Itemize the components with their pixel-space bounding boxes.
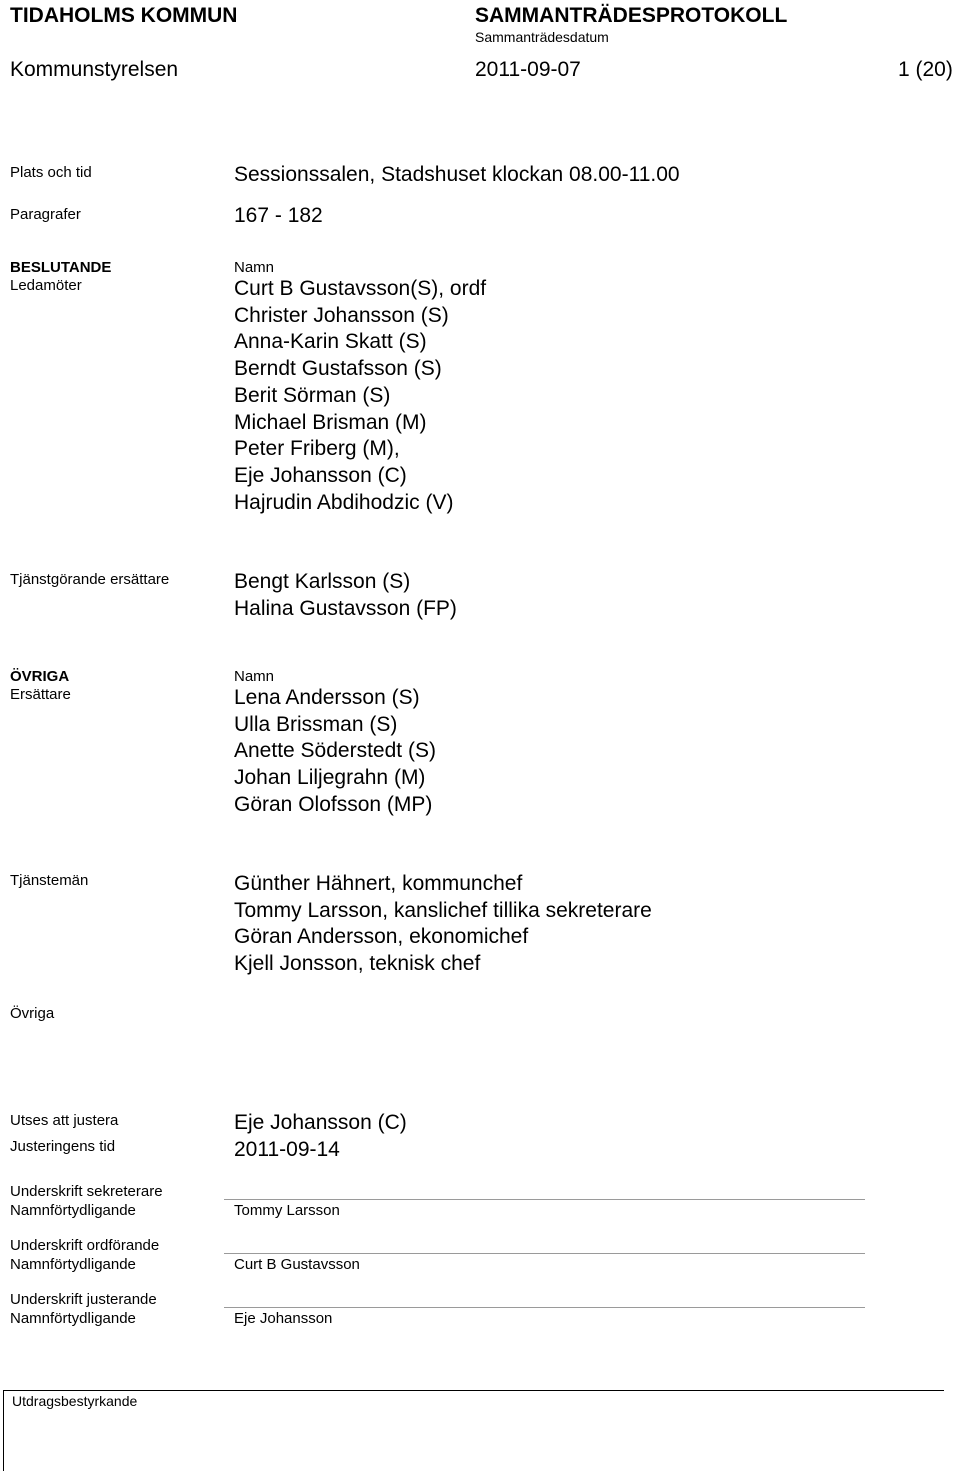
paragraphs-value: 167 - 182 xyxy=(234,204,323,227)
list-item: Berndt Gustafsson (S) xyxy=(234,357,442,381)
extract-certification-box xyxy=(3,1390,944,1471)
adjust-time-label: Justeringens tid xyxy=(10,1138,116,1155)
list-item: Michael Brisman (M) xyxy=(234,410,427,434)
list-item: Eje Johansson (C) xyxy=(234,463,407,487)
officials-list xyxy=(234,871,652,978)
deciding-subheading: Ledamöter xyxy=(10,277,82,294)
meeting-date: 2011-09-07 xyxy=(475,58,581,81)
name-clarification-label: Namnförtydligande xyxy=(10,1256,136,1273)
name-clarification-label: Namnförtydligande xyxy=(10,1310,136,1327)
list-item: Halina Gustavsson (FP) xyxy=(234,596,457,620)
list-item: Anette Söderstedt (S) xyxy=(234,739,436,763)
others-subheading: Ersättare xyxy=(10,686,71,703)
others-member-list xyxy=(234,685,436,819)
list-item: Göran Olofsson (MP) xyxy=(234,792,433,816)
list-item: Lena Andersson (S) xyxy=(234,686,420,709)
serving-substitutes-list xyxy=(234,569,457,622)
deciding-member-list xyxy=(234,276,486,516)
page-number: 1 (20) xyxy=(898,58,953,81)
municipality-name: TIDAHOLMS KOMMUN xyxy=(10,4,238,27)
list-item: Curt B Gustavsson(S), ordf xyxy=(234,277,487,300)
list-item: Peter Friberg (M), xyxy=(234,437,400,461)
list-item: Kjell Jonsson, teknisk chef xyxy=(234,952,481,976)
list-item: Ulla Brissman (S) xyxy=(234,712,398,736)
signature-role-chair: Underskrift ordförande xyxy=(10,1237,160,1254)
signature-name-secretary: Tommy Larsson xyxy=(234,1202,340,1219)
signature-line xyxy=(224,1307,865,1308)
meeting-date-label: Sammanträdesdatum xyxy=(475,29,609,45)
serving-substitutes-label: Tjänstgörande ersättare xyxy=(10,571,170,588)
officials-label: Tjänstemän xyxy=(10,872,89,889)
extract-certification-label: Utdragsbestyrkande xyxy=(12,1393,138,1409)
paragraphs-label: Paragrafer xyxy=(10,206,81,223)
signature-role-secretary: Underskrift sekreterare xyxy=(10,1183,163,1200)
signature-role-adjuster: Underskrift justerande xyxy=(10,1291,157,1308)
document-type: SAMMANTRÄDESPROTOKOLL xyxy=(475,4,788,27)
list-item: Bengt Karlsson (S) xyxy=(234,570,411,593)
list-item: Günther Hähnert, kommunchef xyxy=(234,872,523,895)
board-name: Kommunstyrelsen xyxy=(10,58,179,81)
adjuster-value: Eje Johansson (C) xyxy=(234,1111,407,1134)
other-label: Övriga xyxy=(10,1005,55,1022)
signature-name-chair: Curt B Gustavsson xyxy=(234,1256,360,1273)
others-name-header: Namn xyxy=(234,668,275,685)
list-item: Anna-Karin Skatt (S) xyxy=(234,330,427,354)
others-heading: ÖVRIGA xyxy=(10,668,70,685)
place-label: Plats och tid xyxy=(10,164,92,181)
signature-name-adjuster: Eje Johansson xyxy=(234,1310,333,1327)
signature-line xyxy=(224,1199,865,1200)
list-item: Christer Johansson (S) xyxy=(234,303,449,327)
list-item: Johan Liljegrahn (M) xyxy=(234,766,426,790)
list-item: Tommy Larsson, kanslichef tillika sekreterare xyxy=(234,898,652,922)
deciding-heading: BESLUTANDE xyxy=(10,259,112,276)
adjust-time-value: 2011-09-14 xyxy=(234,1138,340,1161)
list-item: Berit Sörman (S) xyxy=(234,383,391,407)
name-clarification-label: Namnförtydligande xyxy=(10,1202,136,1219)
list-item: Hajrudin Abdihodzic (V) xyxy=(234,490,454,514)
deciding-name-header: Namn xyxy=(234,259,275,276)
place-value: Sessionssalen, Stadshuset klockan 08.00-11.00 xyxy=(234,163,680,186)
adjuster-label: Utses att justera xyxy=(10,1112,119,1129)
list-item: Göran Andersson, ekonomichef xyxy=(234,925,529,949)
signature-line xyxy=(224,1253,865,1254)
